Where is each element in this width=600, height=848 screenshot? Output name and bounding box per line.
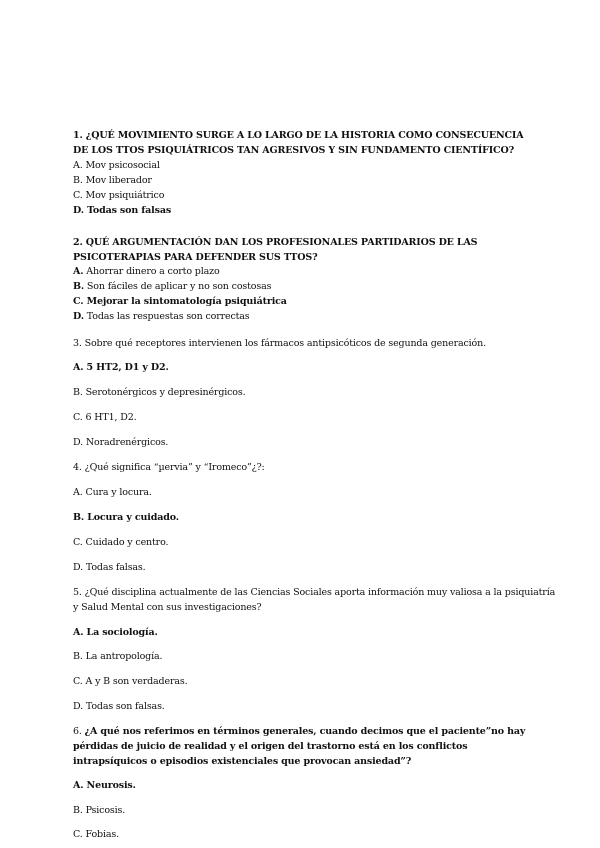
question-6-line-2: pérdidas de juicio de realidad y el origen del trastorno está en los conflictos [73,741,468,752]
option-letter: D. [73,311,84,322]
question-3-option-a: A. 5 HT2, D1 y D2. [73,362,169,373]
question-6-text: ¿A qué nos referimos en términos generales, cuando decimos que el paciente”no hay [84,726,526,737]
question-6-number: 6. [73,726,82,737]
question-5-option-c: C. A y B son verdaderas. [73,676,188,687]
question-5-option-a: A. La sociología. [73,627,158,638]
option-letter: C. [73,296,84,307]
option-text: Mejorar la sintomatología psiquiátrica [86,296,287,307]
question-4: 4. ¿Qué significa “µervia” y “Iromeco”¿?: [73,462,265,473]
question-6-option-b: B. Psicosis. [73,805,126,816]
option-letter: B. [73,281,85,292]
question-2-option-c [73,296,287,308]
question-2-option-b [73,281,271,293]
question-1-line-1: 1. ¿QUÉ MOVIMIENTO SURGE A LO LARGO DE LA HISTORIA COMO CONSECUENCIA [73,130,524,141]
question-2-option-a [73,266,220,278]
question-2-line-2: PSICOTERAPIAS PARA DEFENDER SUS TTOS? [73,252,318,263]
question-5-line-2: y Salud Mental con sus investigaciones? [73,602,262,613]
option-text: Ahorrar dinero a corto plazo [86,266,220,277]
option-text: Todas las respuestas son correctas [86,311,250,322]
question-1-line-2: DE LOS TTOS PSIQUIÁTRICOS TAN AGRESIVOS Y SIN FUNDAMENTO CIENTÍFICO? [73,145,514,156]
question-3-option-d: D. Noradrenérgicos. [73,437,169,448]
question-4-option-c: C. Cuidado y centro. [73,537,169,548]
question-1-option-a: A. Mov psicosocial [73,160,160,171]
question-6-line-3: intrapsíquicos o episodios existenciales que provocan ansiedad”? [73,756,412,767]
question-4-option-d: D. Todas falsas. [73,562,146,573]
question-6-option-c: C. Fobias. [73,829,119,840]
option-text: Son fáciles de aplicar y no son costosas [86,281,272,292]
question-4-option-a: A. Cura y locura. [73,487,152,498]
question-6-line-1 [73,726,525,738]
question-3-option-c: C. 6 HT1, D2. [73,412,137,423]
question-1-option-c: C. Mov psiquiátrico [73,190,165,201]
question-5-line-1: 5. ¿Qué disciplina actualmente de las Ciencias Sociales aporta información muy valiosa a la psiquiatría [73,587,556,598]
question-3: 3. Sobre qué receptores intervienen los fármacos antipsicóticos de segunda generación. [73,338,486,349]
question-6-option-a: A. Neurosis. [73,780,136,791]
question-4-option-b: B. Locura y cuidado. [73,512,179,523]
option-letter: A. [73,266,84,277]
question-2-option-d [73,311,250,323]
question-5-option-d: D. Todas son falsas. [73,701,165,712]
question-1-option-d: D. Todas son falsas [73,205,172,216]
question-5-option-b: B. La antropología. [73,651,163,662]
question-2-line-1: 2. QUÉ ARGUMENTACIÓN DAN LOS PROFESIONALES PARTIDARIOS DE LAS [73,237,478,248]
question-1-option-b: B. Mov liberador [73,175,152,186]
question-3-option-b: B. Serotonérgicos y depresinérgicos. [73,387,246,398]
